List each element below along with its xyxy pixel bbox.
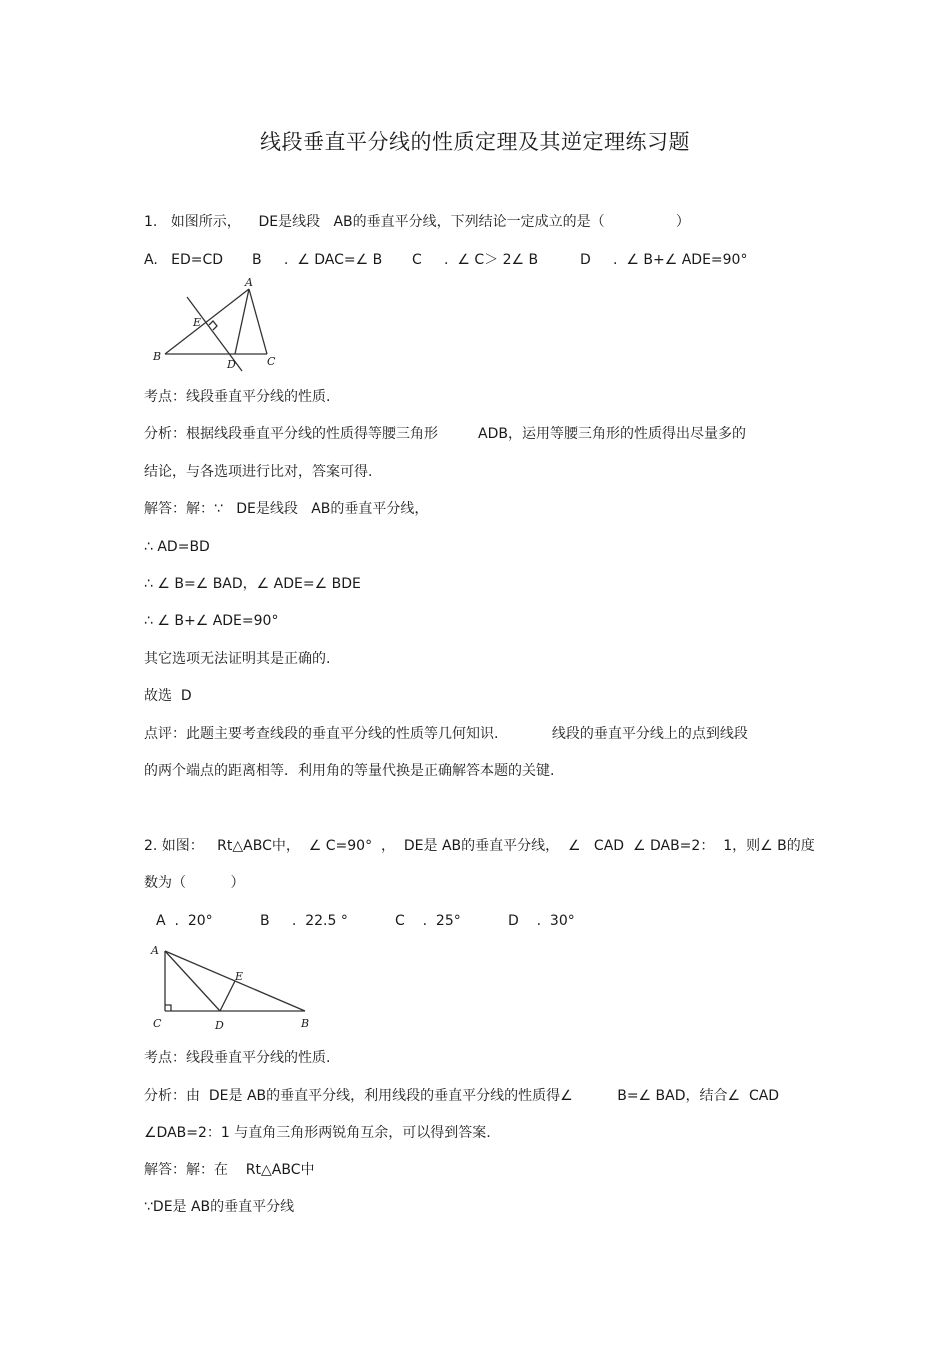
q2-option-d: D . 30°: [508, 913, 575, 929]
q2-label-d: D: [215, 1019, 224, 1032]
q2-jieda-line-2: ∵DE是 AB的垂直平分线: [144, 1199, 295, 1215]
q1-jieda-line-2: ∴ AD=BD: [144, 539, 210, 555]
q1-option-a: A. ED=CD: [144, 252, 224, 268]
q1-dianping-line-1: 点评：此题主要考查线段的垂直平分线的性质等几何知识. 线段的垂直平分线上的点到线段: [144, 726, 748, 742]
q1-fenxi-line-2: 结论，与各选项进行比对，答案可得.: [144, 464, 373, 480]
q1-label-d: D: [227, 358, 236, 371]
q1-figure: [145, 275, 285, 375]
q1-segment-ab: [165, 289, 249, 354]
q1-label-b: B: [153, 350, 162, 363]
q2-segment-ad: [165, 951, 220, 1011]
q1-stem: 1. 如图所示， DE是线段 AB的垂直平分线，下列结论一定成立的是（ ）: [144, 214, 690, 230]
q1-option-b: B . ∠ DAC=∠ B: [252, 252, 383, 268]
q2-label-c: C: [153, 1017, 162, 1030]
q2-label-e: E: [235, 970, 244, 983]
q2-stem-line-2: 数为（ ）: [144, 875, 245, 891]
q1-option-c: C . ∠ C＞ 2∠ B: [412, 252, 539, 268]
q1-jieda-line-3: ∴ ∠ B=∠ BAD，∠ ADE=∠ BDE: [144, 576, 361, 592]
q1-option-d: D . ∠ B+∠ ADE=90°: [580, 252, 748, 268]
q2-jieda-line-1: 解答：解：在 Rt△ABC中: [144, 1162, 315, 1178]
q1-jieda-line-5: 其它选项无法证明其是正确的.: [144, 651, 331, 667]
q2-option-a: A . 20°: [156, 913, 213, 929]
q2-option-b: B . 22.5 °: [260, 913, 348, 929]
q1-fenxi-line-1: 分析：根据线段垂直平分线的性质得等腰三角形 ADB，运用等腰三角形的性质得出尽量多的: [144, 426, 747, 442]
q2-segment-de: [220, 981, 235, 1011]
q1-jieda-line-4: ∴ ∠ B+∠ ADE=90°: [144, 613, 279, 629]
q2-fenxi-line-2: ∠DAB=2：1 与直角三角形两锐角互余，可以得到答案.: [144, 1125, 491, 1141]
q2-label-a: A: [151, 944, 159, 957]
q1-jieda-line-6: 故选 D: [144, 688, 192, 704]
q1-label-e: E: [193, 316, 202, 329]
q2-kaodian: 考点：线段垂直平分线的性质.: [144, 1050, 331, 1066]
q1-label-a: A: [245, 276, 253, 289]
q2-figure: [145, 938, 325, 1038]
q1-kaodian: 考点：线段垂直平分线的性质.: [144, 389, 331, 405]
q2-stem-line-1: 2. 如图： Rt△ABC中， ∠ C=90° ， DE是 AB的垂直平分线， ∠ CAD ∠ DAB=2： 1，则∠ B的度: [144, 838, 815, 854]
q1-label-c: C: [267, 355, 276, 368]
q2-label-b: B: [301, 1017, 310, 1030]
q1-segment-ac: [249, 289, 267, 354]
q1-dianping-line-2: 的两个端点的距离相等．利用角的等量代换是正确解答本题的关键.: [144, 763, 555, 779]
q2-right-angle-mark: [165, 1005, 171, 1011]
q2-option-c: C . 25°: [395, 913, 461, 929]
q1-jieda-line-1: 解答：解：∵ DE是线段 AB的垂直平分线，: [144, 501, 429, 517]
page-title: 线段垂直平分线的性质定理及其逆定理练习题: [260, 130, 690, 154]
q2-fenxi-line-1: 分析：由 DE是 AB的垂直平分线，利用线段的垂直平分线的性质得∠ B=∠ BAD，结合∠ CAD: [144, 1088, 780, 1104]
